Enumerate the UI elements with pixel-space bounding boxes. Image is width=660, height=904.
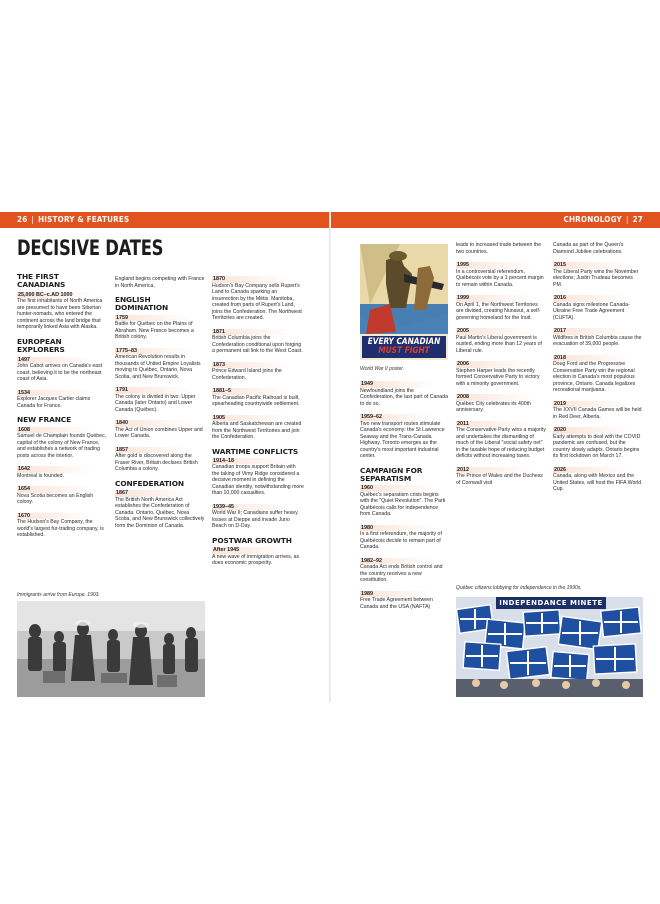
entry-text: Nova Scotia becomes an English colony. <box>17 492 94 506</box>
entry-text: Québec City celebrates its 400th anniversary. <box>456 400 531 413</box>
entry-year: 1881–5 <box>212 388 304 395</box>
entry-text: Wildfires in British Columbia cause the evacuation of 39,000 people. <box>553 334 642 347</box>
timeline-entry <box>456 394 546 414</box>
entry-text: Hudson's Bay Company sells Rupert's Land to Canada sparking an insurrection by the Métis. Manitoba, created from parts of Rupert's Land, joins the Confederation. The Northwest Territories are created. <box>212 282 302 321</box>
timeline-entry <box>360 525 448 551</box>
entry-year: 2011 <box>456 421 546 428</box>
entry-text: Québec's separatism crisis begins with the "Quiet Revolution". The Parti Québécois calls for independence from Canada. <box>360 491 446 518</box>
entry-year: 2006 <box>456 361 546 368</box>
protest-banner-text: INDEPENDANCE MINETE <box>499 599 603 607</box>
entry-year: 2019 <box>553 401 643 408</box>
timeline-entry <box>17 466 107 479</box>
timeline-entry <box>115 387 205 413</box>
entry-text: British Columbia joins the Confederation conditional upon forging a permanent rail link to the West Coast. <box>212 335 303 354</box>
entry-text: In a first referendum, the majority of Québécois decide to remain part of Canada. <box>360 531 442 551</box>
immigrants-photo <box>17 601 205 697</box>
left-page-number: 26 <box>17 215 28 224</box>
entry-year: 1914–18 <box>212 458 304 465</box>
timeline-entry <box>553 328 643 348</box>
war-poster <box>360 244 448 360</box>
section-heading: CAMPAIGN FOR SEPARATISM <box>360 465 423 483</box>
entry-year: 2008 <box>456 394 546 401</box>
left-section-title: HISTORY & FEATURES <box>38 215 130 224</box>
entry-year: 2016 <box>553 295 643 302</box>
entry-text: After gold is discovered along the Fraser River, Britain declares British Columbia a colony. <box>115 453 198 473</box>
entry-text: The Canadian Pacific Railroad is built, spearheading countrywide settlement. <box>212 394 300 407</box>
entry-text: Alberta and Saskatchewan are created from the Northwest Territories and join the Confederation. <box>212 421 302 440</box>
entry-year: 1939–45 <box>212 504 304 511</box>
timeline-entry <box>456 361 546 387</box>
timeline-entry <box>553 355 643 394</box>
page-title: DECISIVE DATES <box>17 236 164 260</box>
timeline-column-1 <box>17 273 107 546</box>
section-heading: WARTIME CONFLICTS <box>212 446 299 456</box>
entry-year: 1759 <box>115 315 205 322</box>
entry-year: 1654 <box>17 486 107 493</box>
timeline-entry <box>456 262 546 288</box>
timeline-entry <box>553 427 643 460</box>
timeline-entry <box>360 558 448 584</box>
entry-year: 1870 <box>212 276 304 283</box>
header-divider: | <box>31 215 35 224</box>
entry-year: 1873 <box>212 362 304 369</box>
entry-text: Prince Edward Island joins the Confederation. <box>212 368 282 381</box>
entry-text: Canada Act ends British control and the country receives a new constitution. <box>360 564 443 584</box>
timeline-entry <box>115 447 205 473</box>
entry-text: The Hudson's Bay Company, the world's largest fur-trading company, is established. <box>17 519 104 539</box>
entry-text: Canadian troops support Britain with the taking of Vimy Ridge considered a decisive moment in defining the Canadian identity, notwithstanding more than 10,000 casualties. <box>212 464 304 497</box>
quebec-rally-photo <box>456 597 643 697</box>
timeline-entry <box>212 415 304 441</box>
timeline-entry <box>212 276 304 322</box>
entry-year: 1980 <box>360 525 448 532</box>
left-page-header <box>0 212 329 228</box>
timeline-entry <box>115 490 205 529</box>
entry-year: 1999 <box>456 295 546 302</box>
section-heading: CONFEDERATION <box>115 478 184 488</box>
timeline-entry <box>17 427 107 460</box>
timeline-entry <box>456 328 546 354</box>
entry-text: On April 1, the Northwest Territories are divided, creating Nunavut, a self-governing homeland for the Inuit. <box>456 301 541 321</box>
timeline-column-2 <box>115 276 205 536</box>
timeline-column-4 <box>360 381 448 617</box>
right-page-number: 27 <box>632 215 643 224</box>
poster-caption: World War II poster. <box>360 366 405 372</box>
entry-text: Doug Ford and the Progressive Conservative Party win the regional election in Canada's most populous province, Ontario. Canada legalizes recreational marijuana. <box>553 361 636 393</box>
timeline-entry <box>212 547 304 567</box>
timeline-entry <box>456 242 546 255</box>
entry-text: A new wave of immigration arrives, as does economic prosperity. <box>212 553 300 567</box>
timeline-column-6 <box>553 242 643 500</box>
timeline-entry <box>553 467 643 493</box>
entry-text: John Cabot arrives on Canada's east coast, believing it to be the northeast coast of Asia. <box>17 363 103 383</box>
timeline-entry <box>17 486 107 506</box>
entry-year: 1959–62 <box>360 414 448 421</box>
timeline-entry <box>17 357 107 383</box>
entry-text: The colony is divided in two: Upper Canada (later Ontario) and Lower Canada (Québec). <box>115 393 196 413</box>
photo-caption: Québec citizens lobbying for independence in the 1990s. <box>456 585 582 591</box>
entry-text: The Prince of Wales and the Duchess of Cornwall visit <box>456 473 543 486</box>
entry-text: leads to increased trade between the two countries. <box>456 242 542 255</box>
entry-year: 1642 <box>17 466 107 473</box>
timeline-entry <box>456 295 546 321</box>
section-heading: ENGLISH DOMINATION <box>115 295 169 313</box>
timeline-entry <box>17 513 107 539</box>
timeline-entry <box>553 401 643 421</box>
entry-year: 2017 <box>553 328 643 335</box>
quebec-flags-illustration <box>456 597 643 697</box>
timeline-entry <box>17 390 107 410</box>
section-heading: NEW FRANCE <box>17 415 72 425</box>
entry-text: American Revolution results in thousands of United Empire Loyalists moving to Québec, Ontario, Nova Scotia, and New Brunswick. <box>115 354 201 380</box>
entry-text: Canada signs milestone Canada-Ukraine Free Trade Agreement (CUFTA). <box>553 301 630 321</box>
section-heading: EUROPEAN EXPLORERS <box>17 336 65 355</box>
entry-year: 1608 <box>17 427 107 434</box>
timeline-entry <box>212 388 304 408</box>
timeline-column-3 <box>212 276 304 574</box>
right-section-title: CHRONOLOGY <box>563 215 622 224</box>
entry-year: 1905 <box>212 415 304 422</box>
entry-year: 1534 <box>17 390 107 397</box>
entry-year: 25,000 BC–c.AD 1000 <box>17 292 107 299</box>
timeline-entry <box>360 381 448 407</box>
timeline-entry <box>115 420 205 440</box>
entry-text: Samuel de Champlain founds Québec, capital of the colony of New France, and establishes a network of trading posts across the interior. <box>17 433 107 459</box>
timeline-entry <box>553 242 643 255</box>
entry-year: 1775–83 <box>115 348 205 355</box>
section-heading: THE FIRST CANADIANS <box>17 272 66 290</box>
immigrants-illustration <box>17 601 205 697</box>
entry-year: 1871 <box>212 329 304 336</box>
entry-text: Stephen Harper leads the recently formed Conservative Party to victory with a minority government. <box>456 367 540 387</box>
entry-text: Two new transport routes stimulate Canada's economy: the St Lawrence Seaway and the Trans-Canada Highway. Toronto emerges as the country's most important industrial center. <box>360 420 445 459</box>
entry-year: 2012 <box>456 467 546 474</box>
entry-text: Montréal is founded. <box>17 472 65 479</box>
timeline-entry <box>17 292 107 331</box>
entry-year: 1960 <box>360 485 448 492</box>
timeline-entry <box>115 315 205 341</box>
entry-text: Free Trade Agreement between Canada and the USA (NAFTA) <box>360 597 433 610</box>
entry-text: The XXVII Canada Games will be held in Red Deer, Alberta. <box>553 407 642 420</box>
entry-year: 2015 <box>553 262 643 269</box>
photo-caption: Immigrants arrive from Europe, 1903. <box>17 592 100 598</box>
entry-year: 1840 <box>115 420 205 427</box>
poster-line-1: EVERY CANADIAN <box>367 337 441 347</box>
entry-text: The Conservative Party wins a majority and undertakes the dismantling of much of the Liberal "social safety net" in the taxable hope of reducing budget deficits without increasing taxes. <box>456 427 546 459</box>
timeline-entry <box>456 421 546 460</box>
entry-text: Canada as part of the Queen's Diamond Jubilee celebrations. <box>553 242 624 255</box>
entry-text: Early attempts to deal with the COVID pandemic are confused, but the country slowly adapts. Ontario begins its first lockdown on March 17. <box>553 433 641 459</box>
timeline-entry <box>115 348 205 381</box>
entry-year: After 1945 <box>212 547 304 554</box>
entry-year: 2020 <box>553 427 643 434</box>
header-divider: | <box>625 215 629 224</box>
entry-text: The first inhabitants of North America are presumed to have been Siberian hunter-nomads, who entered the continent across the land bridge that temporarily linked Asia with Alaska. <box>17 298 103 331</box>
timeline-entry <box>212 329 304 355</box>
entry-year: 1949 <box>360 381 448 388</box>
timeline-entry <box>212 458 304 497</box>
timeline-entry <box>115 276 205 289</box>
timeline-column-5 <box>456 242 546 493</box>
entry-year: 1791 <box>115 387 205 394</box>
timeline-entry <box>212 504 304 530</box>
entry-year: 2026 <box>553 467 643 474</box>
entry-text: The British North America Act establishes the Confederation of Canada. Ontario, Québec, Nova Scotia, and New Brunswick collectively form the Dominion of Canada. <box>115 496 205 529</box>
entry-text: In a controversial referendum, Québécois vote by a 1 percent margin to remain within Canada. <box>456 268 544 288</box>
entry-year: 1989 <box>360 591 448 598</box>
entry-year: 1497 <box>17 357 107 364</box>
entry-year: 1982–92 <box>360 558 448 565</box>
entry-text: Battle for Québec on the Plains of Abraham. New France becomes a British colony. <box>115 321 194 341</box>
timeline-entry <box>360 485 448 518</box>
poster-line-2: MUST FIGHT <box>378 346 430 356</box>
entry-year: 1867 <box>115 490 205 497</box>
timeline-entry <box>212 362 304 382</box>
timeline-entry <box>553 295 643 321</box>
book-gutter <box>329 212 331 702</box>
timeline-entry <box>553 262 643 288</box>
section-heading: POSTWAR GROWTH <box>212 535 292 545</box>
entry-year: 2018 <box>553 355 643 362</box>
timeline-entry <box>360 414 448 460</box>
entry-text: Newfoundland joins the Confederation, the last part of Canada to do so. <box>360 387 448 407</box>
entry-year: 1995 <box>456 262 546 269</box>
entry-text: Canada, along with Mexico and the United States, will host the FIFA World Cup. <box>553 473 642 492</box>
timeline-entry <box>360 591 448 611</box>
timeline-entry <box>456 467 546 487</box>
right-page-header <box>331 212 660 228</box>
entry-text: The Act of Union combines Upper and Lower Canada. <box>115 426 203 440</box>
entry-year: 1857 <box>115 447 205 454</box>
entry-text: Paul Martin's Liberal government is ousted, ending more than 12 years of Liberal rule. <box>456 334 542 354</box>
entry-year: 1670 <box>17 513 107 520</box>
entry-text: Explorer Jacques Cartier claims Canada for France. <box>17 396 91 409</box>
entry-text: World War II; Canadians suffer heavy losses at Dieppe and invade Juno Beach on D-Day. <box>212 510 298 530</box>
entry-text: England begins competing with France in North America. <box>115 276 205 289</box>
entry-year: 2005 <box>456 328 546 335</box>
entry-text: The Liberal Party wins the November elections; Justin Trudeau becomes PM. <box>553 268 639 288</box>
